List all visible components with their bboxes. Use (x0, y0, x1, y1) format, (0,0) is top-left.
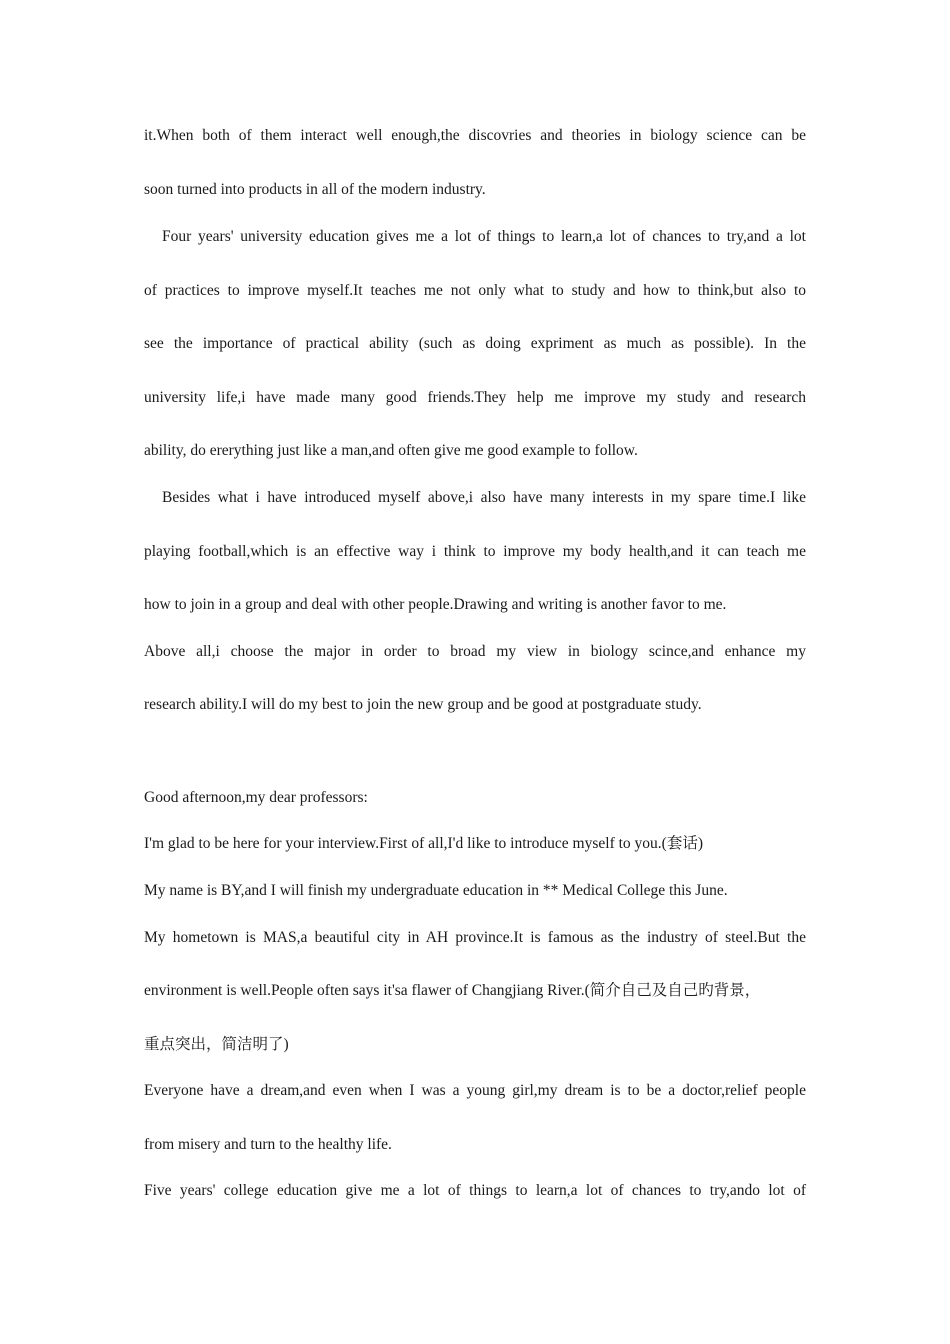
paragraph-line: I'm glad to be here for your interview.First of all,I'd like to introduce myself to you.(套话) (144, 835, 703, 852)
paragraph-line: 重点突出，简洁明了) (144, 1036, 289, 1053)
greeting-line: Good afternoon,my dear professors: (144, 789, 368, 806)
paragraph-line: My hometown is MAS,a beautiful city in AH province.It is famous as the industry of steel.But the (144, 929, 806, 946)
paragraph-line: My name is BY,and I will finish my undergraduate education in ** Medical College this June. (144, 882, 728, 899)
paragraph-line: soon turned into products in all of the modern industry. (144, 181, 486, 198)
paragraph-line: Everyone have a dream,and even when I was a young girl,my dream is to be a doctor,relief people (144, 1082, 806, 1099)
paragraph-line: of practices to improve myself.It teaches me not only what to study and how to think,but also to (144, 282, 806, 299)
paragraph-line: university life,i have made many good friends.They help me improve my study and research (144, 389, 806, 406)
paragraph-line: playing football,which is an effective way i think to improve my body health,and it can teach me (144, 543, 806, 560)
paragraph-line: Five years' college education give me a lot of things to learn,a lot of chances to try,ando lot of (144, 1182, 806, 1199)
paragraph-line: Four years' university education gives me a lot of things to learn,a lot of chances to try,and a lot (162, 228, 806, 245)
paragraph-line: see the importance of practical ability (such as doing expriment as much as possible). In the (144, 335, 806, 352)
paragraph-line: Besides what i have introduced myself above,i also have many interests in my spare time.I like (162, 489, 806, 506)
paragraph-line: from misery and turn to the healthy life. (144, 1136, 392, 1153)
paragraph-line: how to join in a group and deal with other people.Drawing and writing is another favor to me. (144, 596, 727, 613)
paragraph-line: ability, do ererything just like a man,and often give me good example to follow. (144, 442, 638, 459)
paragraph-line: Above all,i choose the major in order to broad my view in biology scince,and enhance my (144, 643, 806, 660)
paragraph-line: research ability.I will do my best to join the new group and be good at postgraduate study. (144, 696, 702, 713)
paragraph-line: environment is well.People often says it'sa flawer of Changjiang River.(简介自己及自己旳背景， (144, 982, 761, 999)
paragraph-line: it.When both of them interact well enough,the discovries and theories in biology science can be (144, 127, 806, 144)
